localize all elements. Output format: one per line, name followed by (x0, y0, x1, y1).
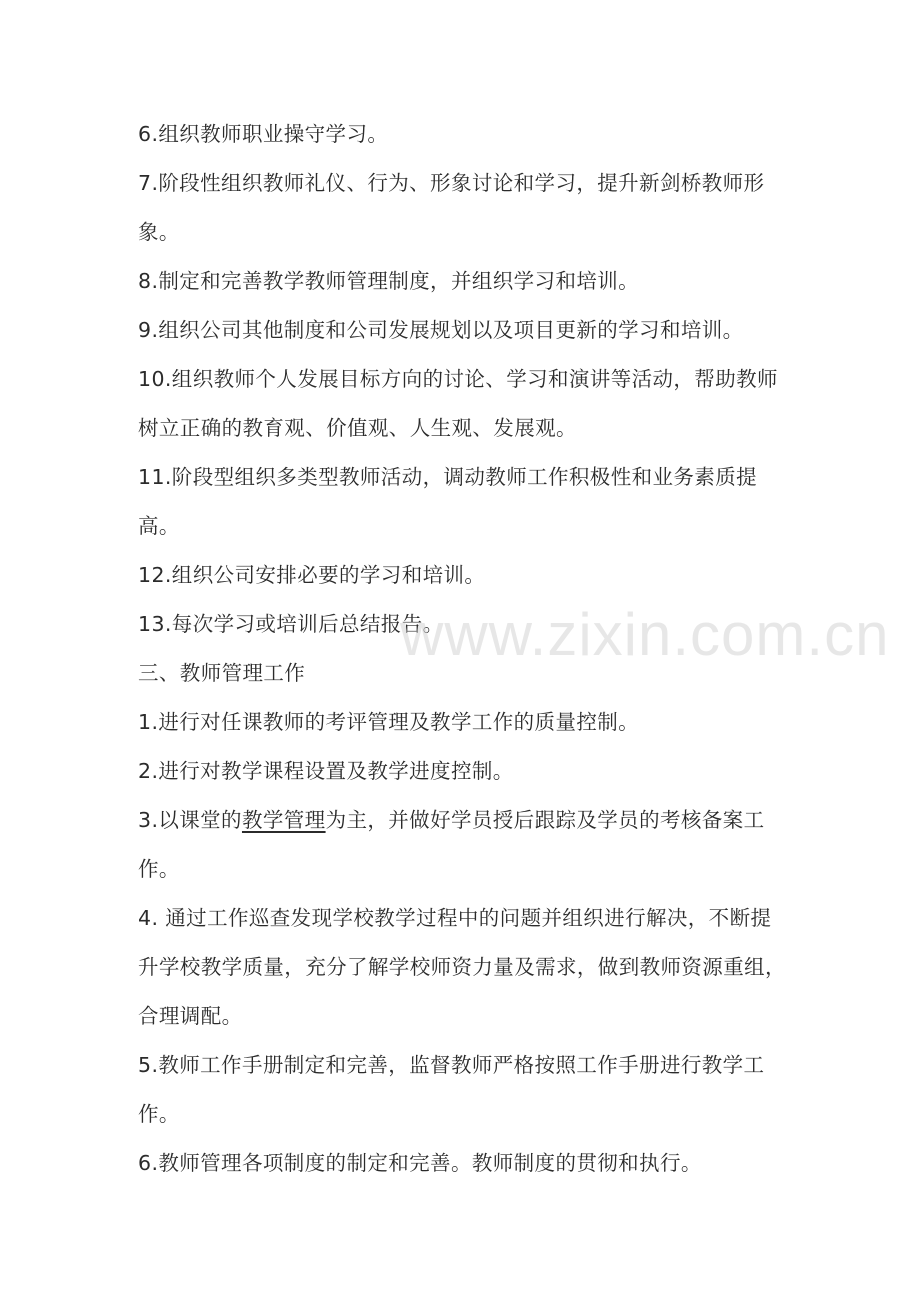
list-item: 13.每次学习或培训后总结报告。 (138, 612, 444, 636)
list-item: 10.组织教师个人发展目标方向的讨论、学习和演讲等活动，帮助教师树立正确的教育观、价值观、人生观、发展观。 (138, 367, 778, 440)
list-item: 6.教师管理各项制度的制定和完善。教师制度的贯彻和执行。 (138, 1151, 702, 1175)
section-heading: 三、教师管理工作 (138, 661, 306, 685)
list-item: 7.阶段性组织教师礼仪、行为、形象讨论和学习，提升新剑桥教师形象。 (138, 171, 765, 244)
list-item (138, 796, 788, 894)
list-item-text: 为主，并做好学员授后跟踪及学员的考核备案工作。 (138, 808, 765, 881)
list-item: 9.组织公司其他制度和公司发展规划以及项目更新的学习和培训。 (138, 318, 744, 342)
list-item: 11.阶段型组织多类型教师活动，调动教师工作积极性和业务素质提高。 (138, 465, 757, 538)
document-body (138, 110, 788, 1188)
list-item: 5.教师工作手册制定和完善，监督教师严格按照工作手册进行教学工作。 (138, 1053, 765, 1126)
list-item: 6.组织教师职业操守学习。 (138, 122, 389, 146)
list-item: 8.制定和完善教学教师管理制度，并组织学习和培训。 (138, 269, 640, 293)
list-item: 2.进行对教学课程设置及教学进度控制。 (138, 759, 514, 783)
list-item: 4. 通过工作巡查发现学校教学过程中的问题并组织进行解决，不断提升学校教学质量，充分了解学校师资力量及需求，做到教师资源重组，合理调配。 (138, 906, 786, 1028)
list-item-text: 3.以课堂的 (138, 808, 242, 832)
list-item: 12.组织公司安排必要的学习和培训。 (138, 563, 486, 587)
list-item: 1.进行对任课教师的考评管理及教学工作的质量控制。 (138, 710, 640, 734)
watermark: www.zixin.com.cn (400, 601, 890, 668)
teaching-management-link[interactable]: 教学管理 (241, 808, 326, 832)
